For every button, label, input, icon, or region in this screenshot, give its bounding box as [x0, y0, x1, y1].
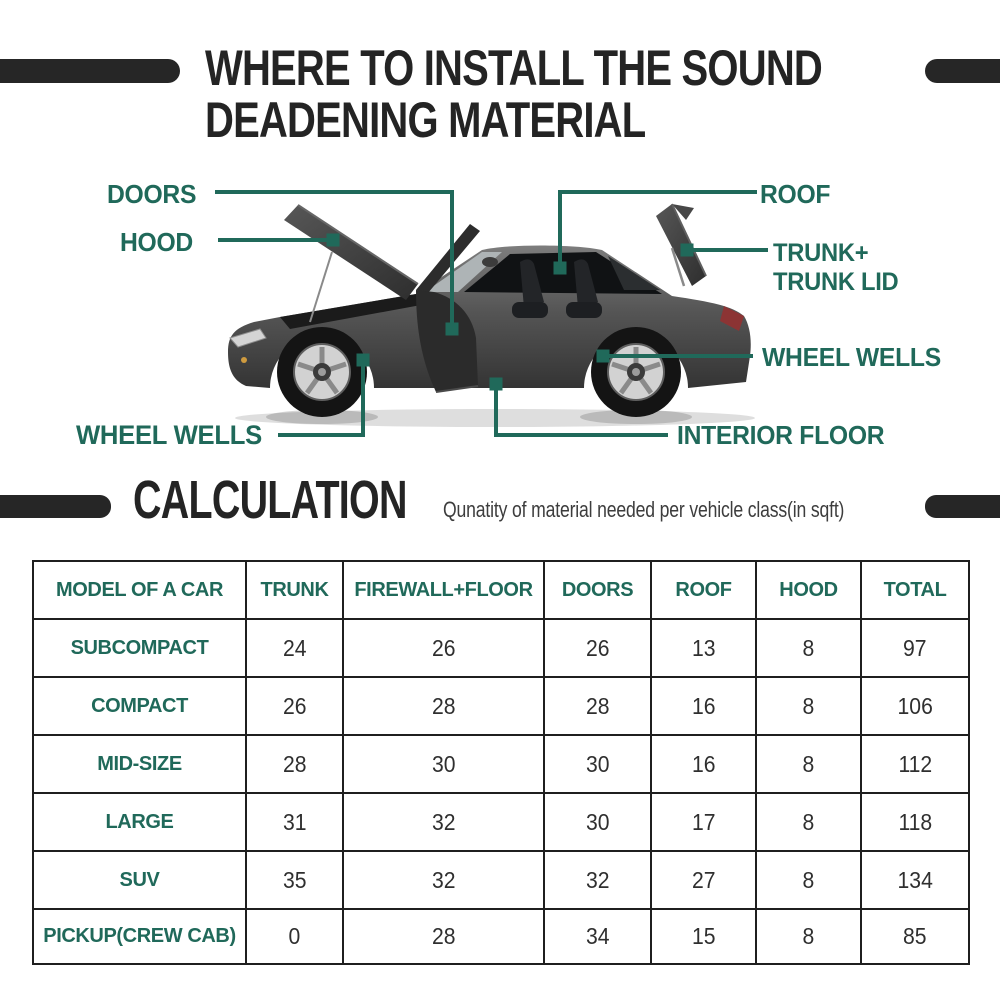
value-cell: 35 [246, 851, 343, 909]
value-cell: 30 [343, 735, 544, 793]
calculation-right-bar [925, 495, 1000, 518]
value-cell: 13 [651, 619, 756, 677]
doors-label: DOORS [107, 179, 197, 209]
interior-floor-callout-line [496, 387, 668, 435]
hood-label: HOOD [120, 227, 193, 257]
value-cell: 31 [246, 793, 343, 851]
trunk-label-line2: TRUNK LID [773, 268, 899, 296]
table-row [33, 909, 969, 964]
value-cell: 8 [756, 619, 861, 677]
value-cell: 16 [651, 735, 756, 793]
wheel-wells-left-callout-marker [357, 354, 370, 367]
wheel-wells-left-callout-line [278, 363, 363, 435]
column-header: TRUNK [246, 561, 343, 619]
roof-callout-line [560, 192, 757, 264]
value-cell: 106 [861, 677, 969, 735]
value-cell: 30 [544, 735, 651, 793]
calculation-subtitle: Qunatity of material needed per vehicle class(in sqft) [443, 497, 845, 522]
table-row [33, 735, 969, 793]
value-cell: 85 [861, 909, 969, 964]
value-cell: 26 [343, 619, 544, 677]
value-cell: 32 [544, 851, 651, 909]
value-cell: 27 [651, 851, 756, 909]
value-cell: 134 [861, 851, 969, 909]
value-cell: 8 [756, 793, 861, 851]
doors-callout-marker [446, 323, 459, 336]
value-cell: 28 [343, 909, 544, 964]
material-table [32, 560, 970, 965]
roof-callout-marker [554, 262, 567, 275]
value-cell: 118 [861, 793, 969, 851]
value-cell: 8 [756, 909, 861, 964]
value-cell: 112 [861, 735, 969, 793]
page-title-line2: DEADENING MATERIAL [205, 92, 646, 148]
table-row [33, 793, 969, 851]
value-cell: 8 [756, 851, 861, 909]
column-header: FIREWALL+FLOOR [343, 561, 544, 619]
wheel-wells-right-label: WHEEL WELLS [762, 342, 941, 372]
model-cell: MID-SIZE [33, 735, 246, 793]
value-cell: 28 [246, 735, 343, 793]
model-cell: COMPACT [33, 677, 246, 735]
value-cell: 28 [343, 677, 544, 735]
value-cell: 30 [544, 793, 651, 851]
value-cell: 32 [343, 793, 544, 851]
column-header: DOORS [544, 561, 651, 619]
value-cell: 8 [756, 677, 861, 735]
model-cell: LARGE [33, 793, 246, 851]
calculation-heading: CALCULATION [133, 470, 407, 530]
trunk-label-line1: TRUNK+ [773, 239, 869, 267]
value-cell: 0 [246, 909, 343, 964]
value-cell: 26 [246, 677, 343, 735]
wheel-wells-right-callout-marker [597, 350, 610, 363]
trunk-callout-marker [681, 244, 694, 257]
value-cell: 26 [544, 619, 651, 677]
table-row [33, 851, 969, 909]
calculation-left-bar [0, 495, 111, 518]
value-cell: 16 [651, 677, 756, 735]
model-cell: SUV [33, 851, 246, 909]
page-title [205, 42, 976, 146]
page-title-line1: WHERE TO INSTALL THE SOUND [205, 40, 822, 96]
value-cell: 8 [756, 735, 861, 793]
hood-callout-marker [327, 234, 340, 247]
value-cell: 15 [651, 909, 756, 964]
column-header: ROOF [651, 561, 756, 619]
interior-floor-callout-marker [490, 378, 503, 391]
value-cell: 17 [651, 793, 756, 851]
table-row [33, 677, 969, 735]
doors-callout-line [215, 192, 452, 325]
model-cell: PICKUP(CREW CAB) [33, 909, 246, 964]
value-cell: 34 [544, 909, 651, 964]
column-header: TOTAL [861, 561, 969, 619]
table-row [33, 619, 969, 677]
table-header-row [33, 561, 969, 619]
column-header: MODEL OF A CAR [33, 561, 246, 619]
title-left-bar [0, 59, 180, 83]
roof-label: ROOF [760, 179, 831, 209]
value-cell: 32 [343, 851, 544, 909]
value-cell: 97 [861, 619, 969, 677]
value-cell: 24 [246, 619, 343, 677]
column-header: HOOD [756, 561, 861, 619]
wheel-wells-left-label: WHEEL WELLS [76, 420, 262, 450]
interior-floor-label: INTERIOR FLOOR [677, 420, 885, 450]
model-cell: SUBCOMPACT [33, 619, 246, 677]
value-cell: 28 [544, 677, 651, 735]
trunk-label [773, 239, 898, 297]
table-body [33, 619, 969, 964]
